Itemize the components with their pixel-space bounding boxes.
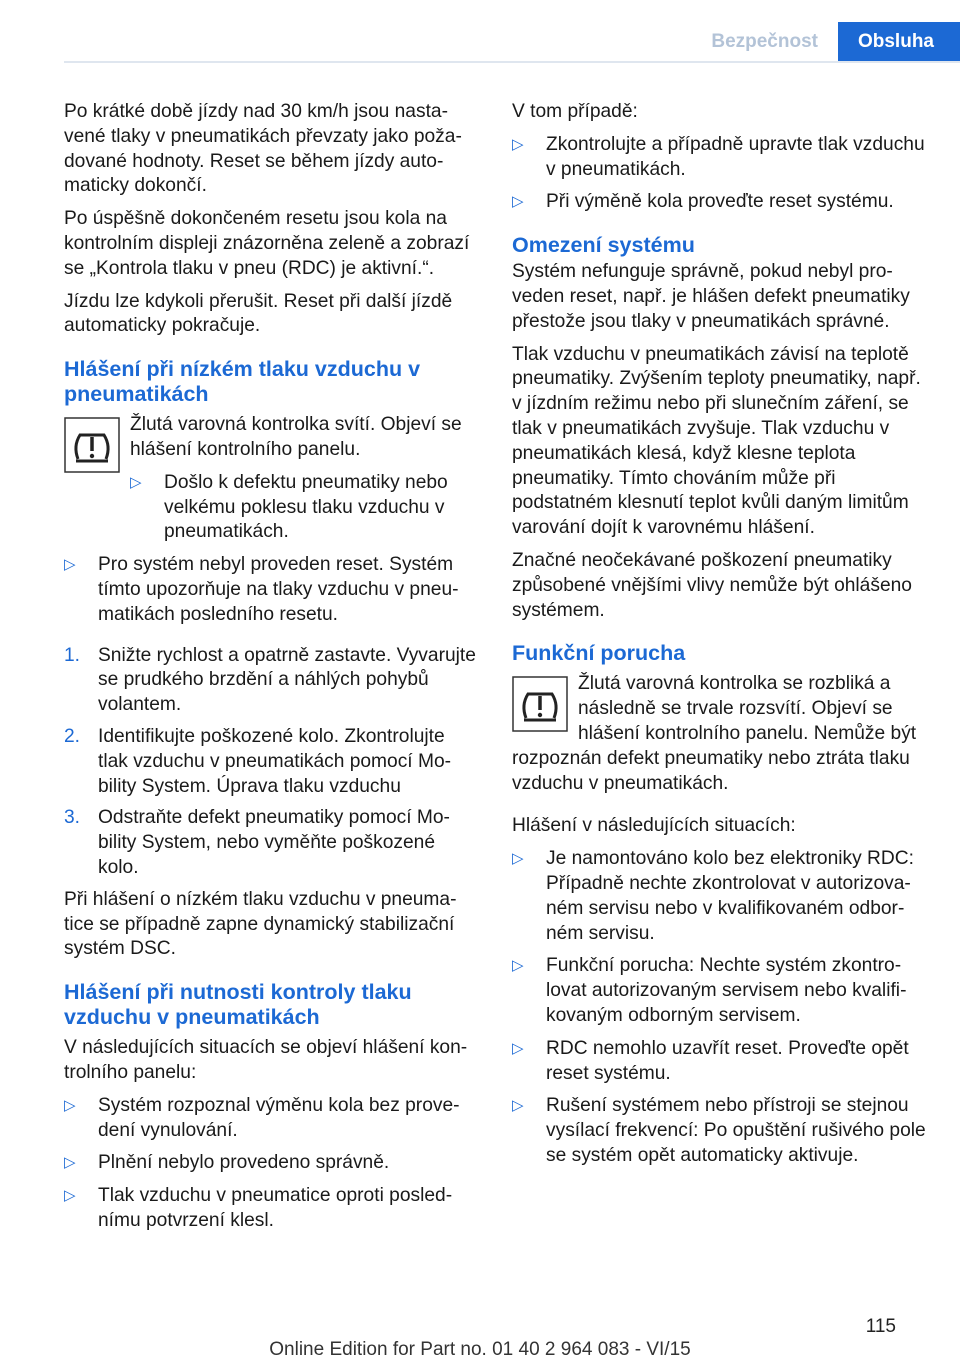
bullet-icon: ▷: [512, 850, 524, 868]
bullet-icon: ▷: [512, 135, 524, 153]
paragraph: Při hlášení o nízkém tlaku vzduchu v pneumatice se případně zapne dynamický stabilizační systém DSC.: [64, 888, 457, 960]
bullet-icon: ▷: [130, 473, 142, 491]
warning-block: [64, 413, 478, 545]
edition-note: Online Edition for Part no. 01 40 2 964 083 - VI/15: [269, 1339, 691, 1360]
list-item: ▷ Pro systém nebyl proveden reset. Systém tímto upozorňuje na tlaky vzduchu v pneumatikách posledního resetu.: [64, 554, 459, 625]
paragraph: Hlášení v následujících situacích:: [512, 815, 796, 837]
paragraph: Systém nefunguje správně, pokud nebyl proveden reset, např. je hlášen defekt pneumatiky přestože jsou tlaky v pneumatikách správné.: [512, 261, 910, 332]
right-column: [512, 100, 926, 1177]
warning-text: Žlutá varovná kontrolka se rozbliká a následně se trvale rozsvítí. Objeví se hlášení kontrolního panelu. Nemůže být rozpoznán defekt pneumatiky nebo ztráta tlaku vzduchu v pneumatikách.: [512, 673, 917, 794]
list-item: ▷ Systém rozpoznal výměnu kola bez provedení vynulování.: [64, 1094, 460, 1141]
bullet-icon: ▷: [64, 556, 76, 574]
warning-text: Žlutá varovná kontrolka svítí. Objeví se hlášení kontrolního panelu.: [130, 414, 462, 460]
list-item: ▷ Je namontováno kolo bez elektroniky RDC: Případně nechte zkontrolovat v autorizovaném servisu nebo v kvalifikovaném odborném servisu.: [512, 848, 914, 944]
bullet-icon: ▷: [512, 1097, 524, 1115]
bullet-icon: ▷: [512, 193, 524, 211]
list-item: ▷ Při výměně kola proveďte reset systému.: [512, 190, 926, 215]
header-divider: [64, 61, 960, 63]
bullet-icon: ▷: [64, 1187, 76, 1205]
paragraph: V následujících situacích se objeví hlášení kontrolního panelu:: [64, 1037, 468, 1083]
list-item: ▷ Rušení systémem nebo přístroji se stejnou vysílací frekvencí: Po opuštění rušivého pole se systém opět automaticky aktivuje.: [512, 1095, 926, 1166]
paragraph: Po krátké době jízdy nad 30 km/h jsou nastavené tlaky v pneumatikách převzaty jako požadované hodnoty. Reset se během jízdy automaticky dokončí.: [64, 101, 462, 197]
list-item: ▷ Došlo k defektu pneumatiky nebo velkému poklesu tlaku vzduchu v pneumatikách.: [130, 471, 448, 543]
section-heading-low-pressure: Hlášení při nízkém tlaku vzduchu v pneumatikách: [64, 357, 421, 407]
bullet-icon: ▷: [64, 1154, 76, 1172]
tire-pressure-warning-icon: [512, 676, 568, 732]
section-heading-check-pressure: Hlášení při nutnosti kontroly tlaku vzduchu v pneumatikách: [64, 980, 412, 1030]
tab-bezpecnost[interactable]: Bezpečnost: [691, 22, 838, 62]
section-heading-limits: Omezení systému: [512, 233, 695, 258]
bullet-icon: ▷: [512, 1039, 524, 1057]
tab-obsluha[interactable]: Obsluha: [838, 22, 960, 62]
numbered-step: 1. Snižte rychlost a opatrně zastavte. Vyvarujte se prudkého brzdění a náhlých pohybů volantem.: [64, 644, 476, 716]
left-column: [64, 100, 478, 1242]
numbered-step: 3. Odstraňte defekt pneumatiky pomocí Mobility System, nebo vyměňte poškozené kolo.: [64, 807, 450, 878]
paragraph: Po úspěšně dokončeném resetu jsou kola na kontrolním displeji znázorněna zeleně a zobrazí se „Kontrola tlaku v pneu (RDC) je aktivní.“.: [64, 208, 470, 279]
paragraph: Jízdu lze kdykoli přerušit. Reset při další jízdě automaticky pokračuje.: [64, 290, 453, 337]
warning-block: [512, 672, 926, 796]
paragraph: Značné neočekávané poškození pneumatiky způsobené vnějšími vlivy nemůže být ohlášeno systémem.: [512, 549, 912, 621]
section-heading-fault: Funkční porucha: [512, 641, 686, 666]
tire-pressure-warning-icon: [64, 417, 120, 473]
paragraph: Tlak vzduchu v pneumatikách závisí na teplotě pneumatiky. Zvýšením teploty pneumatiky, např. v jízdním režimu nebo při slunečním záření, se tlak v pneumatikách zvyšuje. Tlak vzduchu v pneumatikách klesá, když klesne teplota pneumatiky. Tímto chováním může při podstatném klesnutí teplot kvůli daným limitům varování dojít k varovnému hlášení.: [512, 343, 921, 539]
list-item: ▷ Zkontrolujte a případně upravte tlak vzduchu v pneumatikách.: [512, 133, 925, 180]
header-tabs: [691, 22, 960, 62]
list-item: ▷ Funkční porucha: Nechte systém zkontrolovat autorizovaným servisem nebo kvalifikovaným odborným servisem.: [512, 955, 907, 1026]
numbered-step: 2. Identifikujte poškozené kolo. Zkontrolujte tlak vzduchu v pneumatikách pomocí Mobility System. Úprava tlaku vzduchu: [64, 725, 452, 797]
bullet-icon: ▷: [512, 957, 524, 975]
list-item: ▷ Plnění nebylo provedeno správně.: [64, 1151, 478, 1176]
paragraph: V tom případě:: [512, 101, 638, 122]
bullet-icon: ▷: [64, 1096, 76, 1114]
page-number: 115: [865, 1316, 896, 1337]
list-item: ▷ RDC nemohlo uzavřít reset. Proveďte opět reset systému.: [512, 1037, 909, 1084]
list-item: ▷ Tlak vzduchu v pneumatice oproti poslednímu potvrzení klesl.: [64, 1185, 453, 1231]
